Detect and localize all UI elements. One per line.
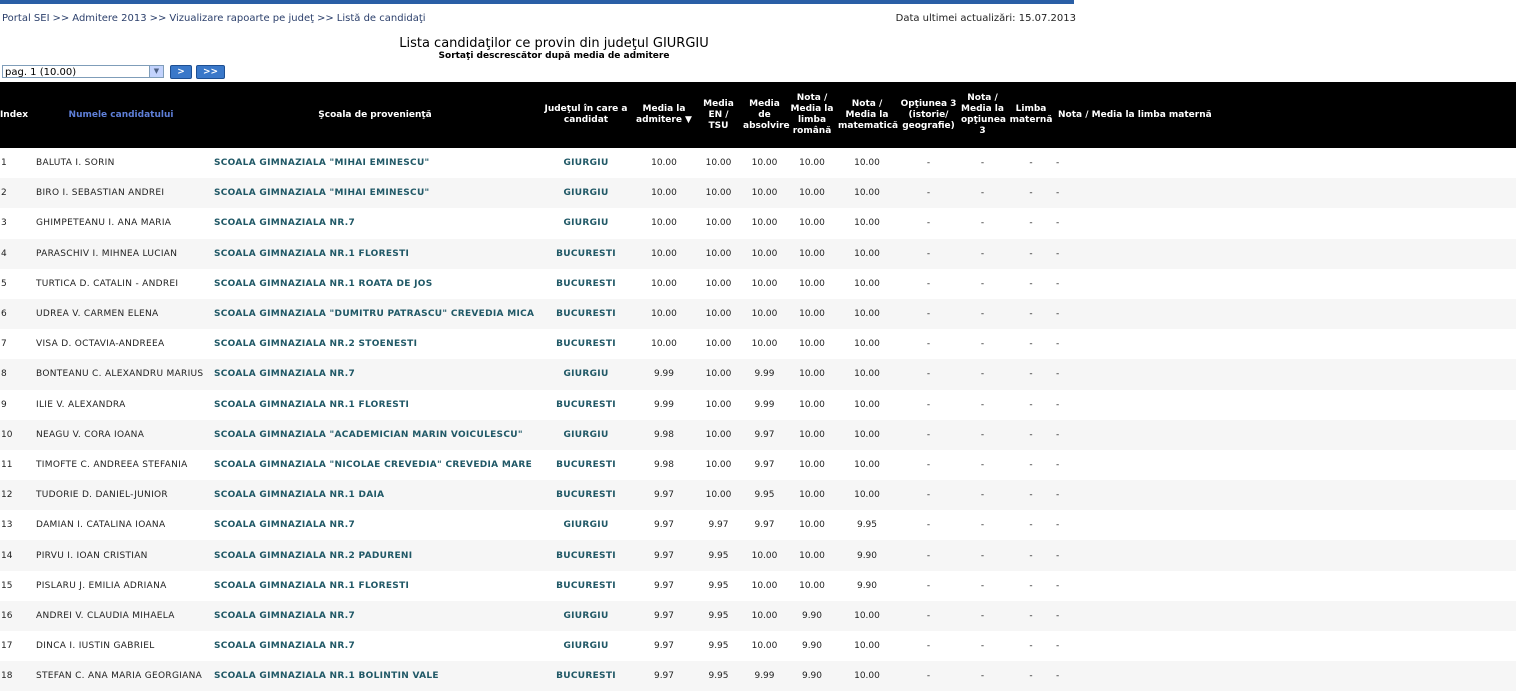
option3: -: [926, 459, 931, 470]
col-romanian-header[interactable]: Nota / Media la limba română: [788, 82, 836, 148]
grad-avg: 10.00: [741, 239, 788, 269]
row-index: 8: [0, 359, 32, 389]
grad-avg: 9.97: [741, 420, 788, 450]
math-grade: 10.00: [836, 239, 898, 269]
table-row: [0, 359, 1516, 389]
en-avg: 10.00: [696, 239, 741, 269]
admission-avg: 9.97: [653, 520, 675, 531]
option3-grade: -: [980, 339, 985, 350]
en-avg: 9.95: [696, 601, 741, 631]
row-index: 14: [0, 540, 32, 570]
mother-tongue-grade: -: [1056, 239, 1516, 269]
mother-tongue-grade: -: [1056, 339, 1060, 350]
col-mother-tongue-header[interactable]: Limba maternă: [1006, 82, 1056, 148]
grad-avg: 9.95: [741, 480, 788, 510]
math-grade: 10.00: [836, 178, 898, 208]
school-link[interactable]: SCOALA GIMNAZIALA "MIHAI EMINESCU": [214, 158, 430, 169]
candidate-name: BONTEANU C. ALEXANDRU MARIUS: [32, 359, 210, 389]
candidate-name: TURTICA D. CATALIN - ANDREI: [36, 278, 179, 289]
table-row: [0, 540, 1516, 570]
option3-grade: -: [980, 218, 985, 229]
option3: -: [898, 299, 959, 329]
mother-tongue: -: [1029, 218, 1033, 229]
next-page-button[interactable]: >: [170, 65, 192, 79]
mother-tongue-grade: -: [1056, 459, 1060, 470]
col-en-avg-header[interactable]: Media EN / TSU: [696, 82, 741, 148]
option3: -: [926, 218, 931, 229]
candidate-name: VISA D. OCTAVIA-ANDREEA: [36, 339, 165, 350]
col-county-header[interactable]: Judeţul în care a candidat: [540, 82, 632, 148]
page-select[interactable]: [2, 65, 164, 78]
grad-avg: 9.99: [754, 399, 775, 410]
romanian-grade: 10.00: [788, 359, 836, 389]
county-name: GIURGIU: [563, 218, 609, 229]
option3: -: [898, 540, 959, 570]
row-index: 2: [0, 178, 32, 208]
option3: -: [898, 359, 959, 389]
romanian-grade: 10.00: [799, 520, 825, 531]
county-name: BUCURESTI: [556, 459, 616, 470]
candidate-name: UDREA V. CARMEN ELENA: [32, 299, 210, 329]
admission-avg: 9.97: [632, 480, 696, 510]
option3: -: [926, 278, 931, 289]
mother-tongue-grade: -: [1056, 218, 1060, 229]
math-grade: 10.00: [854, 218, 880, 229]
math-grade: 9.90: [856, 580, 878, 591]
math-grade: 10.00: [836, 359, 898, 389]
county-name: GIURGIU: [540, 420, 632, 450]
en-avg: 9.95: [696, 540, 741, 570]
mother-tongue: -: [1029, 580, 1033, 591]
option3-grade: -: [980, 520, 985, 531]
table-row: [0, 390, 1516, 420]
county-name: BUCURESTI: [556, 580, 616, 591]
option3: -: [926, 520, 931, 531]
county-name: BUCURESTI: [540, 540, 632, 570]
county-name: GIURGIU: [563, 641, 609, 652]
romanian-grade: 9.90: [801, 641, 823, 652]
grad-avg: 10.00: [751, 158, 778, 169]
option3-grade: -: [959, 178, 1006, 208]
grad-avg: 10.00: [751, 218, 778, 229]
grad-avg: 10.00: [741, 540, 788, 570]
candidate-name: ILIE V. ALEXANDRA: [36, 399, 126, 410]
option3-grade: -: [959, 299, 1006, 329]
romanian-grade: 9.90: [788, 601, 836, 631]
county-name: GIURGIU: [540, 178, 632, 208]
mother-tongue-grade: -: [1056, 661, 1516, 691]
romanian-grade: 10.00: [788, 178, 836, 208]
romanian-grade: 10.00: [799, 459, 825, 470]
option3-grade: -: [980, 158, 985, 169]
option3: -: [926, 641, 931, 652]
romanian-grade: 9.90: [788, 661, 836, 691]
candidate-name: DINCA I. IUSTIN GABRIEL: [36, 641, 155, 652]
mother-tongue: -: [1006, 480, 1056, 510]
romanian-grade: 10.00: [788, 299, 836, 329]
breadcrumb: [2, 13, 426, 24]
row-index: 13: [1, 520, 13, 531]
page-title: Lista candidaţilor ce provin din judeţul GIURGIU: [399, 36, 709, 51]
table-header-row: [0, 82, 1516, 148]
col-grad-avg-header[interactable]: Media de absolvire: [741, 82, 788, 148]
admission-avg: 9.97: [632, 540, 696, 570]
en-avg: 10.00: [696, 178, 741, 208]
admission-avg: 9.99: [632, 359, 696, 389]
top-accent-bar: [0, 0, 1074, 4]
option3-grade: -: [959, 359, 1006, 389]
mother-tongue: -: [1006, 239, 1056, 269]
romanian-grade: 10.00: [788, 540, 836, 570]
table-row: [0, 269, 1516, 299]
school-link[interactable]: SCOALA GIMNAZIALA NR.2 STOENESTI: [214, 339, 418, 350]
school-link[interactable]: SCOALA GIMNAZIALA NR.7: [214, 218, 356, 229]
admission-avg: 9.98: [653, 459, 675, 470]
county-name: BUCURESTI: [556, 278, 616, 289]
school-link[interactable]: SCOALA GIMNAZIALA "DUMITRU PATRASCU" CREVEDIA MICA: [210, 299, 540, 329]
school-link[interactable]: SCOALA GIMNAZIALA NR.1 DAIA: [210, 480, 540, 510]
school-link[interactable]: SCOALA GIMNAZIALA NR.1 BOLINTIN VALE: [210, 661, 540, 691]
romanian-grade: 10.00: [799, 218, 825, 229]
option3-grade: -: [980, 278, 985, 289]
option3-grade: -: [959, 420, 1006, 450]
admission-avg: 9.97: [632, 601, 696, 631]
mother-tongue: -: [1006, 178, 1056, 208]
school-link[interactable]: SCOALA GIMNAZIALA "NICOLAE CREVEDIA" CREVEDIA MARE: [214, 459, 533, 470]
admission-avg: 9.97: [653, 580, 675, 591]
mother-tongue-grade: -: [1056, 540, 1516, 570]
table-row: [0, 510, 1516, 540]
county-name: BUCURESTI: [540, 299, 632, 329]
candidate-name: PISLARU J. EMILIA ADRIANA: [36, 580, 167, 591]
row-index: 17: [1, 641, 13, 652]
option3-grade: -: [959, 601, 1006, 631]
mother-tongue-grade: -: [1056, 299, 1516, 329]
option3-grade: -: [959, 239, 1006, 269]
grad-avg: 9.97: [754, 520, 775, 531]
admission-avg: 10.00: [651, 158, 677, 169]
col-option3-header[interactable]: Opţiunea 3 (istorie/ geografie): [898, 82, 959, 148]
en-avg: 9.95: [708, 641, 729, 652]
candidate-name: STEFAN C. ANA MARIA GEORGIANA: [32, 661, 210, 691]
school-link[interactable]: SCOALA GIMNAZIALA NR.7: [210, 359, 540, 389]
mother-tongue-grade: -: [1056, 520, 1060, 531]
option3-grade: -: [959, 480, 1006, 510]
option3-grade: -: [980, 399, 985, 410]
candidate-name: TUDORIE D. DANIEL-JUNIOR: [32, 480, 210, 510]
grad-avg: 10.00: [741, 178, 788, 208]
row-index: 5: [1, 278, 7, 289]
last-page-button[interactable]: >>: [196, 65, 225, 79]
county-name: GIURGIU: [540, 359, 632, 389]
page-subtitle: Sortaţi descrescător după media de admitere: [438, 51, 670, 61]
page-select-value: pag. 1 (10.00): [5, 67, 77, 78]
school-link[interactable]: SCOALA GIMNAZIALA NR.1 FLORESTI: [214, 399, 410, 410]
mother-tongue: -: [1006, 601, 1056, 631]
school-link[interactable]: SCOALA GIMNAZIALA NR.7: [214, 520, 356, 531]
school-link[interactable]: SCOALA GIMNAZIALA NR.1 ROATA DE JOS: [214, 278, 433, 289]
school-link[interactable]: SCOALA GIMNAZIALA NR.7: [214, 641, 356, 652]
table-row: [0, 329, 1516, 359]
candidate-name: DAMIAN I. CATALINA IOANA: [36, 520, 166, 531]
math-grade: 10.00: [836, 420, 898, 450]
chevron-down-icon[interactable]: ▼: [149, 66, 163, 77]
row-index: 7: [1, 339, 7, 350]
school-link[interactable]: SCOALA GIMNAZIALA NR.1 FLORESTI: [214, 580, 410, 591]
option3: -: [898, 601, 959, 631]
row-index: 9: [1, 399, 7, 410]
mother-tongue-grade: -: [1056, 580, 1060, 591]
grad-avg: 10.00: [751, 580, 778, 591]
option3-grade: -: [959, 661, 1006, 691]
math-grade: 9.95: [856, 520, 878, 531]
admission-avg: 10.00: [651, 339, 677, 350]
en-avg: 10.00: [705, 459, 732, 470]
col-admission-avg-header[interactable]: Media la admitere ▼: [632, 82, 696, 148]
grad-avg: 10.00: [751, 278, 778, 289]
admission-avg: 9.99: [653, 399, 675, 410]
candidate-name: NEAGU V. CORA IOANA: [32, 420, 210, 450]
mother-tongue-grade: -: [1056, 359, 1516, 389]
county-name: BUCURESTI: [556, 399, 616, 410]
math-grade: 10.00: [854, 339, 880, 350]
grad-avg: 10.00: [751, 339, 778, 350]
candidate-name: TIMOFTE C. ANDREEA STEFANIA: [36, 459, 188, 470]
mother-tongue: -: [1029, 278, 1033, 289]
county-name: BUCURESTI: [540, 661, 632, 691]
table-row: [0, 178, 1516, 208]
en-avg: 10.00: [696, 359, 741, 389]
en-avg: 10.00: [696, 299, 741, 329]
county-name: GIURGIU: [540, 601, 632, 631]
en-avg: 9.95: [696, 661, 741, 691]
admission-avg: 9.97: [632, 661, 696, 691]
en-avg: 10.00: [696, 420, 741, 450]
option3-grade: -: [980, 580, 985, 591]
en-avg: 9.95: [708, 580, 729, 591]
romanian-grade: 10.00: [799, 278, 825, 289]
col-name-header[interactable]: Numele candidatului: [32, 82, 210, 148]
table-row: [0, 420, 1516, 450]
mother-tongue: -: [1006, 540, 1056, 570]
romanian-grade: 10.00: [788, 480, 836, 510]
county-name: BUCURESTI: [540, 239, 632, 269]
breadcrumb-lista[interactable]: Listă de candidaţi: [336, 13, 426, 24]
table-row: [0, 299, 1516, 329]
grad-avg: 10.00: [741, 601, 788, 631]
en-avg: 10.00: [705, 278, 732, 289]
option3: -: [926, 399, 931, 410]
option3: -: [898, 239, 959, 269]
mother-tongue: -: [1006, 299, 1056, 329]
mother-tongue-grade: -: [1056, 641, 1060, 652]
county-name: BUCURESTI: [556, 339, 616, 350]
mother-tongue: -: [1006, 359, 1056, 389]
mother-tongue-grade: -: [1056, 420, 1516, 450]
table-row: [0, 208, 1516, 238]
option3: -: [926, 158, 931, 169]
romanian-grade: 10.00: [788, 239, 836, 269]
candidate-name: GHIMPETEANU I. ANA MARIA: [36, 218, 172, 229]
school-link[interactable]: SCOALA GIMNAZIALA "ACADEMICIAN MARIN VOICULESCU": [210, 420, 540, 450]
row-index: 3: [1, 218, 7, 229]
county-name: BUCURESTI: [540, 480, 632, 510]
math-grade: 10.00: [854, 641, 880, 652]
option3: -: [926, 580, 931, 591]
grad-avg: 9.99: [741, 661, 788, 691]
breadcrumb-portal-sei[interactable]: Portal SEI: [2, 13, 50, 24]
mother-tongue-grade: -: [1056, 601, 1516, 631]
mother-tongue-grade: -: [1056, 399, 1060, 410]
candidates-table: [0, 82, 1516, 691]
table-row: [0, 601, 1516, 631]
table-row: [0, 480, 1516, 510]
county-name: GIURGIU: [563, 520, 609, 531]
breadcrumb-admitere[interactable]: Admitere 2013: [72, 13, 147, 24]
mother-tongue-grade: -: [1056, 480, 1516, 510]
romanian-grade: 10.00: [799, 399, 825, 410]
math-grade: 10.00: [836, 480, 898, 510]
romanian-grade: 10.00: [799, 339, 825, 350]
col-math-header[interactable]: Nota / Media la matematică: [836, 82, 898, 148]
math-grade: 9.90: [836, 540, 898, 570]
table-row: [0, 239, 1516, 269]
row-index: 18: [0, 661, 32, 691]
grad-avg: 9.99: [741, 359, 788, 389]
row-index: 12: [0, 480, 32, 510]
admission-avg: 10.00: [632, 178, 696, 208]
math-grade: 10.00: [836, 299, 898, 329]
mother-tongue: -: [1029, 459, 1033, 470]
admission-avg: 9.97: [653, 641, 675, 652]
row-index: 16: [0, 601, 32, 631]
table-row: [0, 661, 1516, 691]
mother-tongue: -: [1006, 420, 1056, 450]
mother-tongue: -: [1006, 661, 1056, 691]
table-row: [0, 450, 1516, 480]
en-avg: 10.00: [705, 399, 732, 410]
breadcrumb-separator: >>: [317, 13, 334, 24]
math-grade: 10.00: [854, 399, 880, 410]
grad-avg: 10.00: [751, 641, 778, 652]
col-school-header[interactable]: Şcoala de provenienţă: [210, 82, 540, 148]
breadcrumb-rapoarte[interactable]: Vizualizare rapoarte pe judeţ: [169, 13, 315, 24]
row-index: 15: [1, 580, 13, 591]
mother-tongue-grade: -: [1056, 278, 1060, 289]
en-avg: 10.00: [705, 218, 732, 229]
grad-avg: 10.00: [741, 299, 788, 329]
option3-grade: -: [980, 641, 985, 652]
col-option3-grade-header[interactable]: Nota / Media la opţiunea 3: [959, 82, 1006, 148]
en-avg: 10.00: [705, 339, 732, 350]
row-index: 1: [1, 158, 7, 169]
col-mother-tongue-grade-header[interactable]: Nota / Media la limba maternă: [1056, 82, 1516, 148]
admission-avg: 10.00: [632, 239, 696, 269]
option3: -: [898, 661, 959, 691]
admission-avg: 10.00: [632, 299, 696, 329]
breadcrumb-separator: >>: [52, 13, 70, 24]
candidate-name: ANDREI V. CLAUDIA MIHAELA: [32, 601, 210, 631]
option3: -: [898, 178, 959, 208]
school-link[interactable]: SCOALA GIMNAZIALA NR.2 PADURENI: [210, 540, 540, 570]
grad-avg: 9.97: [754, 459, 775, 470]
school-link[interactable]: SCOALA GIMNAZIALA NR.1 FLORESTI: [210, 239, 540, 269]
candidate-name: PARASCHIV I. MIHNEA LUCIAN: [32, 239, 210, 269]
mother-tongue: -: [1029, 641, 1033, 652]
breadcrumb-separator: >>: [149, 13, 167, 24]
table-row: [0, 571, 1516, 601]
table-row: [0, 631, 1516, 661]
math-grade: 10.00: [854, 278, 880, 289]
candidate-name: BIRO I. SEBASTIAN ANDREI: [32, 178, 210, 208]
romanian-grade: 10.00: [799, 158, 825, 169]
row-index: 11: [1, 459, 13, 470]
admission-avg: 10.00: [651, 278, 677, 289]
math-grade: 10.00: [836, 661, 898, 691]
math-grade: 10.00: [854, 459, 880, 470]
option3-grade: -: [980, 459, 985, 470]
mother-tongue-grade: -: [1056, 178, 1516, 208]
mother-tongue: -: [1029, 339, 1033, 350]
candidate-name: PIRVU I. IOAN CRISTIAN: [32, 540, 210, 570]
mother-tongue: -: [1029, 158, 1033, 169]
school-link[interactable]: SCOALA GIMNAZIALA NR.7: [210, 601, 540, 631]
option3-grade: -: [959, 540, 1006, 570]
row-index: 4: [0, 239, 32, 269]
school-link[interactable]: SCOALA GIMNAZIALA "MIHAI EMINESCU": [210, 178, 540, 208]
candidate-name: BALUTA I. SORIN: [36, 158, 115, 169]
last-update-date: Data ultimei actualizări: 15.07.2013: [895, 13, 1076, 24]
option3: -: [926, 339, 931, 350]
option3: -: [898, 420, 959, 450]
en-avg: 10.00: [705, 158, 732, 169]
en-avg: 9.97: [708, 520, 729, 531]
math-grade: 10.00: [854, 158, 880, 169]
option3: -: [898, 480, 959, 510]
col-index-header[interactable]: Index: [0, 82, 32, 148]
math-grade: 10.00: [836, 601, 898, 631]
row-index: 6: [0, 299, 32, 329]
romanian-grade: 10.00: [788, 420, 836, 450]
table-row: [0, 148, 1516, 178]
admission-avg: 9.98: [632, 420, 696, 450]
county-name: GIURGIU: [563, 158, 609, 169]
en-avg: 10.00: [696, 480, 741, 510]
mother-tongue: -: [1029, 520, 1033, 531]
row-index: 10: [0, 420, 32, 450]
mother-tongue: -: [1029, 399, 1033, 410]
admission-avg: 10.00: [651, 218, 677, 229]
mother-tongue-grade: -: [1056, 158, 1060, 169]
romanian-grade: 10.00: [799, 580, 825, 591]
